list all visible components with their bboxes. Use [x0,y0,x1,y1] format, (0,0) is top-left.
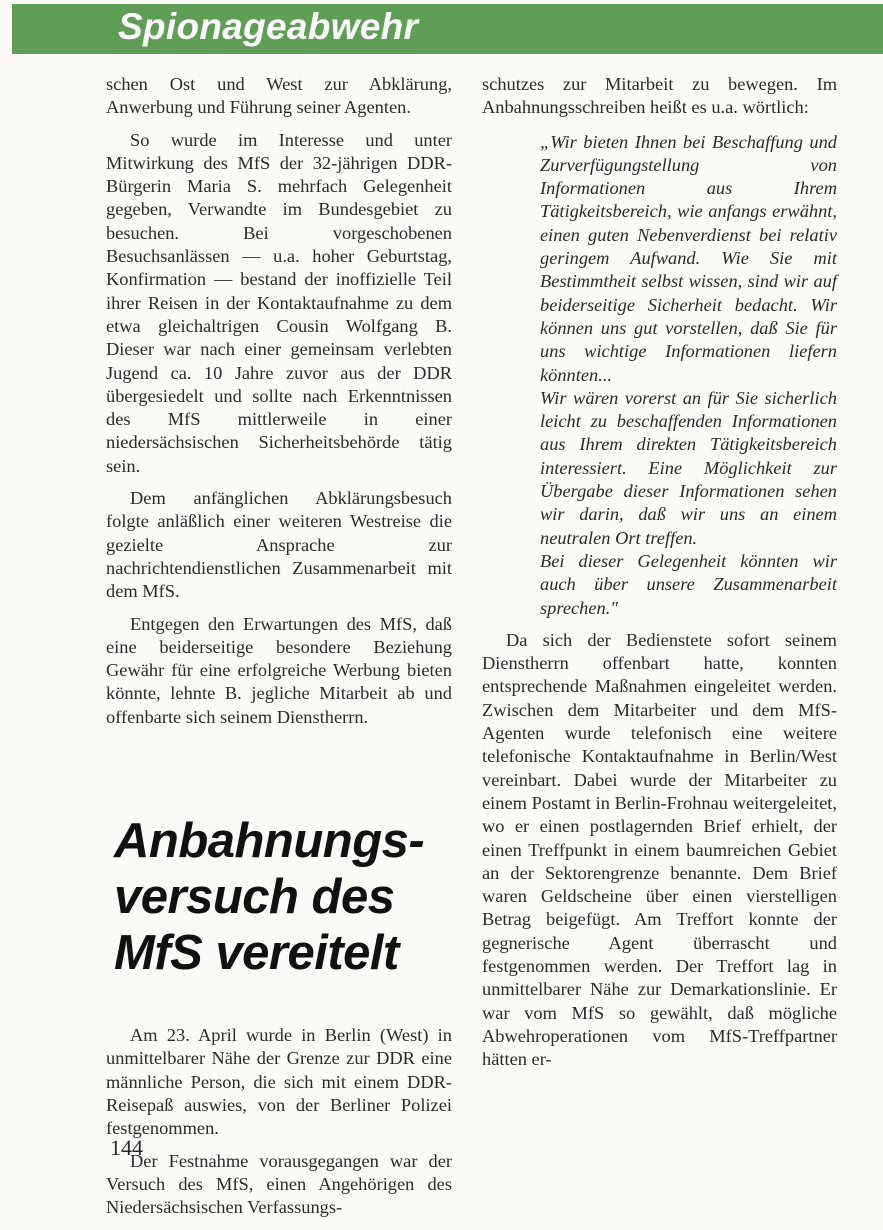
paragraph: So wurde im Interesse und unter Mitwirkung des MfS der 32-jährigen DDR-Bürgerin Maria S. mehrfach Gelegenheit gegeben, Verwandte im Bundesgebiet zu besuchen. Bei vorgeschobenen Besuchsanlässen — u.a. hoher Geburtstag, Konfirmation — bestand der inoffizielle Teil ihrer Reisen in der Kontaktaufnahme zu dem etwa gleichaltrigen Cousin Wolfgang B. Dieser war nach einer gemeinsam verlebten Jugend ca. 10 Jahre zuvor aus der DDR übergesiedelt und sollte nach Erkenntnissen des MfS mittlerweile in einer niedersächsischen Sicherheitsbehörde tätig sein. [106,129,452,476]
section-title: Spionageabwehr [118,6,419,47]
article-headline [114,813,452,981]
paragraph: schen Ost und West zur Abklärung, Anwerbung und Führung seiner Agenten. [106,74,452,118]
page-number: 144 [110,1135,143,1160]
quote-paragraph: „Wir bieten Ihnen bei Beschaffung und Zurverfügungstellung von Informationen aus Ihrem Tätigkeitsbereich, wie anfangs erwähnt, einen guten Nebenverdienst bei relativ geringem Aufwand. Wie Sie mit Bestimmtheit selbst wissen, sind wir auf beiderseitige Sicherheit bedacht. Wir können uns gut vorstellen, daß Sie für uns wichtige Informationen liefern könnten... [540,131,837,385]
quote-paragraph: Wir wären vorerst an für Sie sicherlich leicht zu beschaffenden Informationen aus Ihrem direkten Tätigkeitsbereich interessiert. Eine Möglichkeit zur Übergabe dieser Informationen sehen wir darin, daß wir uns an einem neutralen Ort treffen. [540,387,837,548]
paragraph: Am 23. April wurde in Berlin (West) in unmittelbarer Nähe der Grenze zur DDR eine männliche Person, die sich mit einem DDR-Reisepaß auswies, von der Berliner Polizei festgenommen. [106,1025,452,1139]
quote-paragraph: Bei dieser Gelegenheit könnten wir auch über unsere Zusammenarbeit sprechen." [540,550,837,618]
paragraph: Da sich der Bedienstete sofort seinem Dienstherrn offenbart hatte, konnten entsprechende Maßnahmen eingeleitet werden. Zwischen dem Mitarbeiter und dem MfS-Agenten wurde telefonisch eine weitere telefonische Kontaktaufnahme in Berlin/West vereinbart. Dabei wurde der Mitarbeiter zu einem Postamt in Berlin-Frohnau weitergeleitet, wo er einen postlagernden Brief erhielt, der einen Treffpunkt in einem baumreichen Gebiet an der Sektorengrenze benannte. Dem Brief waren Geldscheine über einen vierstelligen Betrag beigefügt. Am Treffort konnte der gegnerische Agent überrascht und festgenommen werden. Der Treffort lag in unmittelbarer Nähe zur Demarkationslinie. Er war vom MfS so gewählt, daß mögliche Abwehroperationen vom MfS-Treffpartner hätten er- [482,629,837,1070]
section-banner [12,4,883,54]
headline-line: Anbahnungs- [114,814,425,869]
paragraph: Der Festnahme vorausgegangen war der Versuch des MfS, einen Angehörigen des Niedersächsischen Verfassungs- [106,1150,452,1218]
paragraph: Entgegen den Erwartungen des MfS, daß eine beiderseitige besondere Beziehung Gewähr für eine erfolgreiche Werbung bieten könnte, lehnte B. jegliche Mitarbeit ab und offenbarte sich seinem Dienstherrn. [106,613,452,727]
headline-line: versuch des [114,870,395,925]
right-column [482,73,837,1080]
paragraph: Dem anfänglichen Abklärungsbesuch folgte anläßlich einer weiteren Westreise die gezielte Ansprache zur nachrichtendienstlichen Zusammenarbeit mit dem MfS. [106,488,452,602]
block-quote [540,131,837,620]
left-column [106,73,452,1228]
paragraph: schutzes zur Mitarbeit zu bewegen. Im Anbahnungsschreiben heißt es u.a. wörtlich: [482,74,837,118]
headline-line: MfS vereitelt [114,926,399,981]
